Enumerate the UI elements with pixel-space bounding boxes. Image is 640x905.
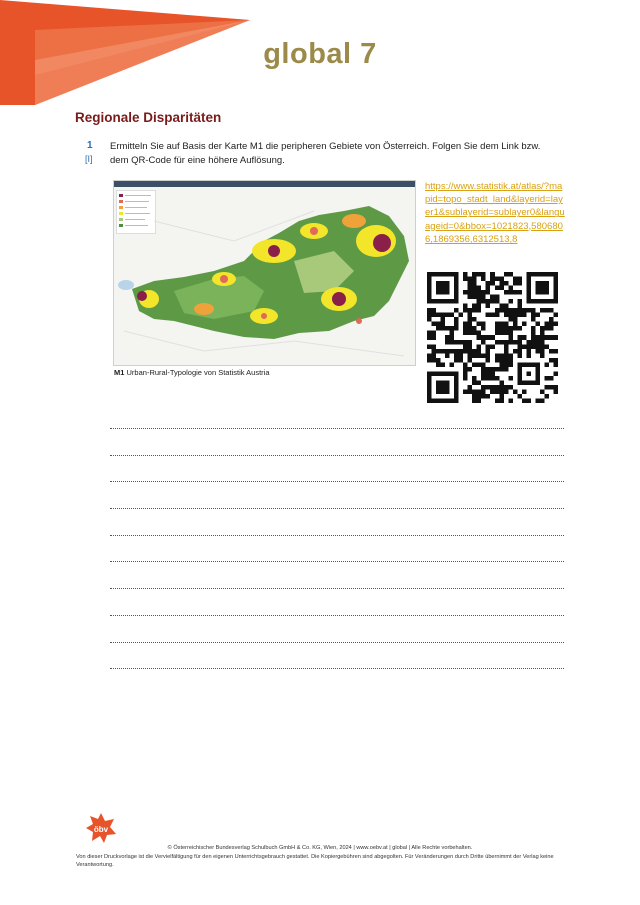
answer-line[interactable] xyxy=(110,615,564,616)
answer-line[interactable] xyxy=(110,588,564,589)
answer-lines[interactable] xyxy=(110,428,564,695)
oebv-logo xyxy=(85,812,117,844)
answer-line[interactable] xyxy=(110,668,564,669)
figure-caption-text: Urban-Rural-Typologie von Statistik Austria xyxy=(126,368,270,377)
austria-map xyxy=(114,181,415,365)
qr-code[interactable] xyxy=(427,272,558,403)
answer-line[interactable] xyxy=(110,481,564,482)
answer-line[interactable] xyxy=(110,535,564,536)
page-title: global 7 xyxy=(263,38,377,70)
task-level: [I] xyxy=(85,154,93,164)
section-title: Regionale Disparitäten xyxy=(75,110,222,125)
statistik-atlas-link[interactable]: https://www.statistik.at/atlas/?mapid=topo_stadt_land&layerid=layer1&sublayerid=sublayer0&languageid=0&bbox=1021823,5806806,1869356,6312513,8 xyxy=(425,181,565,245)
answer-line[interactable] xyxy=(110,508,564,509)
austria-map-figure xyxy=(113,180,416,366)
footer-copyright: © Österreichischer Bundesverlag Schulbuch GmbH & Co. KG, Wien, 2024 | www.oebv.at | global | Alle Rechte vorbehalten. xyxy=(167,845,473,851)
answer-line[interactable] xyxy=(110,428,564,429)
task-instruction: Ermitteln Sie auf Basis der Karte M1 die peripheren Gebiete von Österreich. Folgen Sie dem Link bzw. dem QR-Code für eine höhere Auflösung. xyxy=(110,141,541,166)
task-number: 1 xyxy=(87,140,93,151)
figure-label: M1 xyxy=(114,368,125,377)
answer-line[interactable] xyxy=(110,642,564,643)
footer-note: Von dieser Druckvorlage ist die Vervielfältigung für den eigenen Unterrichtsgebrauch gestattet. Die Kopiergebühren sind abgegolten. Für Veränderungen durch Dritte übernimmt der Verlag keine Verantwortung. xyxy=(76,854,554,868)
answer-line[interactable] xyxy=(110,561,564,562)
figure-caption xyxy=(114,368,270,377)
logo-text: öbv xyxy=(93,825,109,834)
answer-line[interactable] xyxy=(110,455,564,456)
